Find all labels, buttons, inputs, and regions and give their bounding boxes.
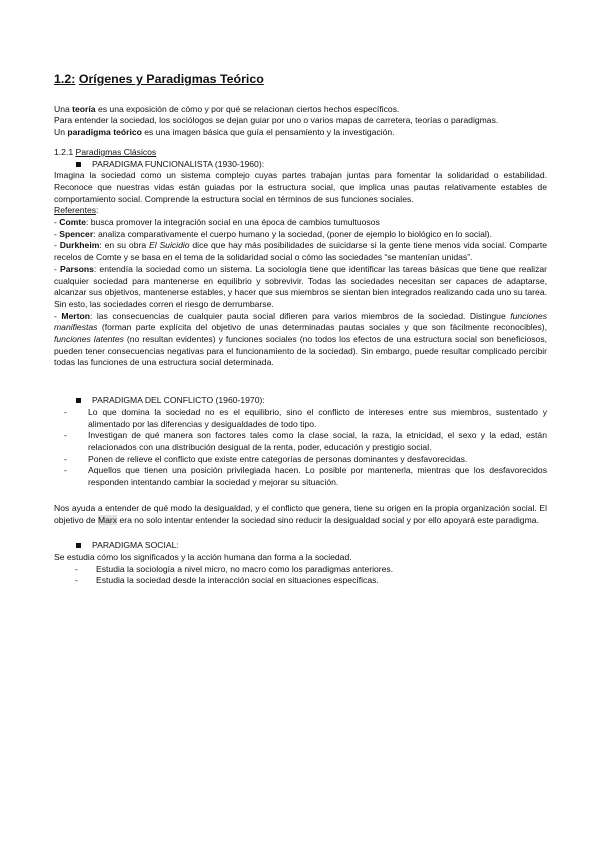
social-description: Se estudia cómo los significados y la acción humana dan forma a la sociedad.: [54, 551, 352, 562]
conflict-summary: Nos ayuda a entender de qué modo la desigualdad, y el conflicto que genera, tiene su origen en la propia organización social. El objetivo de Marx era no solo intentar entender la sociedad sino reducir la desigualdad social y por ello apoyará este paradigma.: [54, 502, 547, 525]
section-title: 1.2: Orígenes y Paradigmas Teórico: [54, 72, 264, 86]
document-page: [54, 74, 547, 587]
square-bullet-icon: [76, 398, 81, 403]
social-heading: PARADIGMA SOCIAL:: [54, 540, 547, 552]
subsection-title: 1.2.1 Paradigmas Clásicos: [54, 146, 157, 157]
intro-maps: Para entender la sociedad, los sociólogos se dejan guiar por uno o varios mapas de carretera, teorías o paradigmas.: [54, 115, 499, 126]
social-item: - Estudia la sociedad desde la interacción social en situaciones específicas.: [75, 575, 379, 586]
conflict-item: - Investigan de qué manera son factores tales como la clase social, la raza, la etnicidad, el sexo y la edad, están relacionados con una distribución desigual de la renta, poder, educación y prestigio social.: [64, 430, 547, 452]
referent-comte: - Comte: busca promover la integración social en una época de cambios tumultuosos: [54, 217, 380, 228]
highlighted-marx: Marx: [97, 514, 118, 525]
square-bullet-icon: [76, 543, 81, 548]
conflict-item: - Ponen de relieve el conflicto que existe entre categorías de personas dominantes y desfavorecidas.: [64, 453, 468, 464]
intro-paradigm: Un paradigma teórico es una imagen básica que guía el pensamiento y la investigación.: [54, 127, 395, 138]
conflict-item: - Lo que domina la sociedad no es el equilibrio, sino el conflicto de intereses entre sus miembros, sustentado y alimentado por las diferencias y desigualdades de todo tipo.: [64, 406, 547, 429]
conflict-heading: PARADIGMA DEL CONFLICTO (1960-1970):: [54, 395, 547, 407]
referent-durkheim: - Durkheim: en su obra El Suicidio dice que hay más posibilidades de suicidarse si la gente tiene menos vida social. Comparte recelos de Comte y se basa en el tema de la solidaridad social o cómo las sociedades “se mantenían unidas”.: [54, 240, 548, 263]
functionalist-heading: PARADIGMA FUNCIONALISTA (1930-1960):: [54, 159, 547, 171]
referents-label: Referentes:: [54, 205, 99, 216]
referent-spencer: - Spencer: analiza comparativamente el cuerpo humano y la sociedad, (poner de ejemplo lo biológico en lo social).: [54, 228, 493, 239]
referent-merton: - Merton: las consecuencias de cualquier pauta social difieren para varios miembros de la sociedad. Distingue funciones manifiestas (forman parte explícita del objetivo de unas determinadas pautas sociales y que son fácilmente reconocibles), funciones latentes (no resultan evidentes) y funciones sociales (no todos los efectos de una estructura social son beneficiosos, pueden tener consecuencias negativas para el funcionamiento de la sociedad). Sin embargo, puede resultar complicado percibir todas las funciones de una estructura social determinada.: [54, 310, 548, 368]
square-bullet-icon: [76, 162, 81, 167]
conflict-item: - Aquellos que tienen una posición privilegiada hacen. Lo posible por mantenerla, mientras que los desfavorecidos responden intentando cambiar la sociedad y mejorar su situación.: [64, 465, 547, 488]
functionalist-description: Imagina la sociedad como un sistema complejo cuyas partes trabajan juntas para fomentar la solidaridad o estabilidad. Reconoce que nuestras vidas están guiadas por la estructura social, que implica unas pautas relativamente estables de comportamiento social. Comprende la estructura social en términos de sus funciones sociales.: [54, 170, 547, 204]
social-item: - Estudia la sociología a nivel micro, no macro como los paradigmas anteriores.: [75, 563, 394, 574]
referent-parsons: - Parsons: entendía la sociedad como un sistema. La sociología tiene que identificar las tareas básicas que tiene que realizar cualquier sociedad para mantenerse en equilibrio y sobrevivir. Todas las sociedades necesitan ser capaces de adaptarse, alcanzar sus objetivos, mantenerse estables, y hacer que sus miembros se sientan bien integrados realizando cada uno su tarea. Sin esto, las sociedades corren el riesgo de derrumbarse.: [54, 263, 548, 309]
intro-theory: Una teoría es una exposición de cómo y por qué se relacionan ciertos hechos específicos.: [54, 103, 400, 114]
